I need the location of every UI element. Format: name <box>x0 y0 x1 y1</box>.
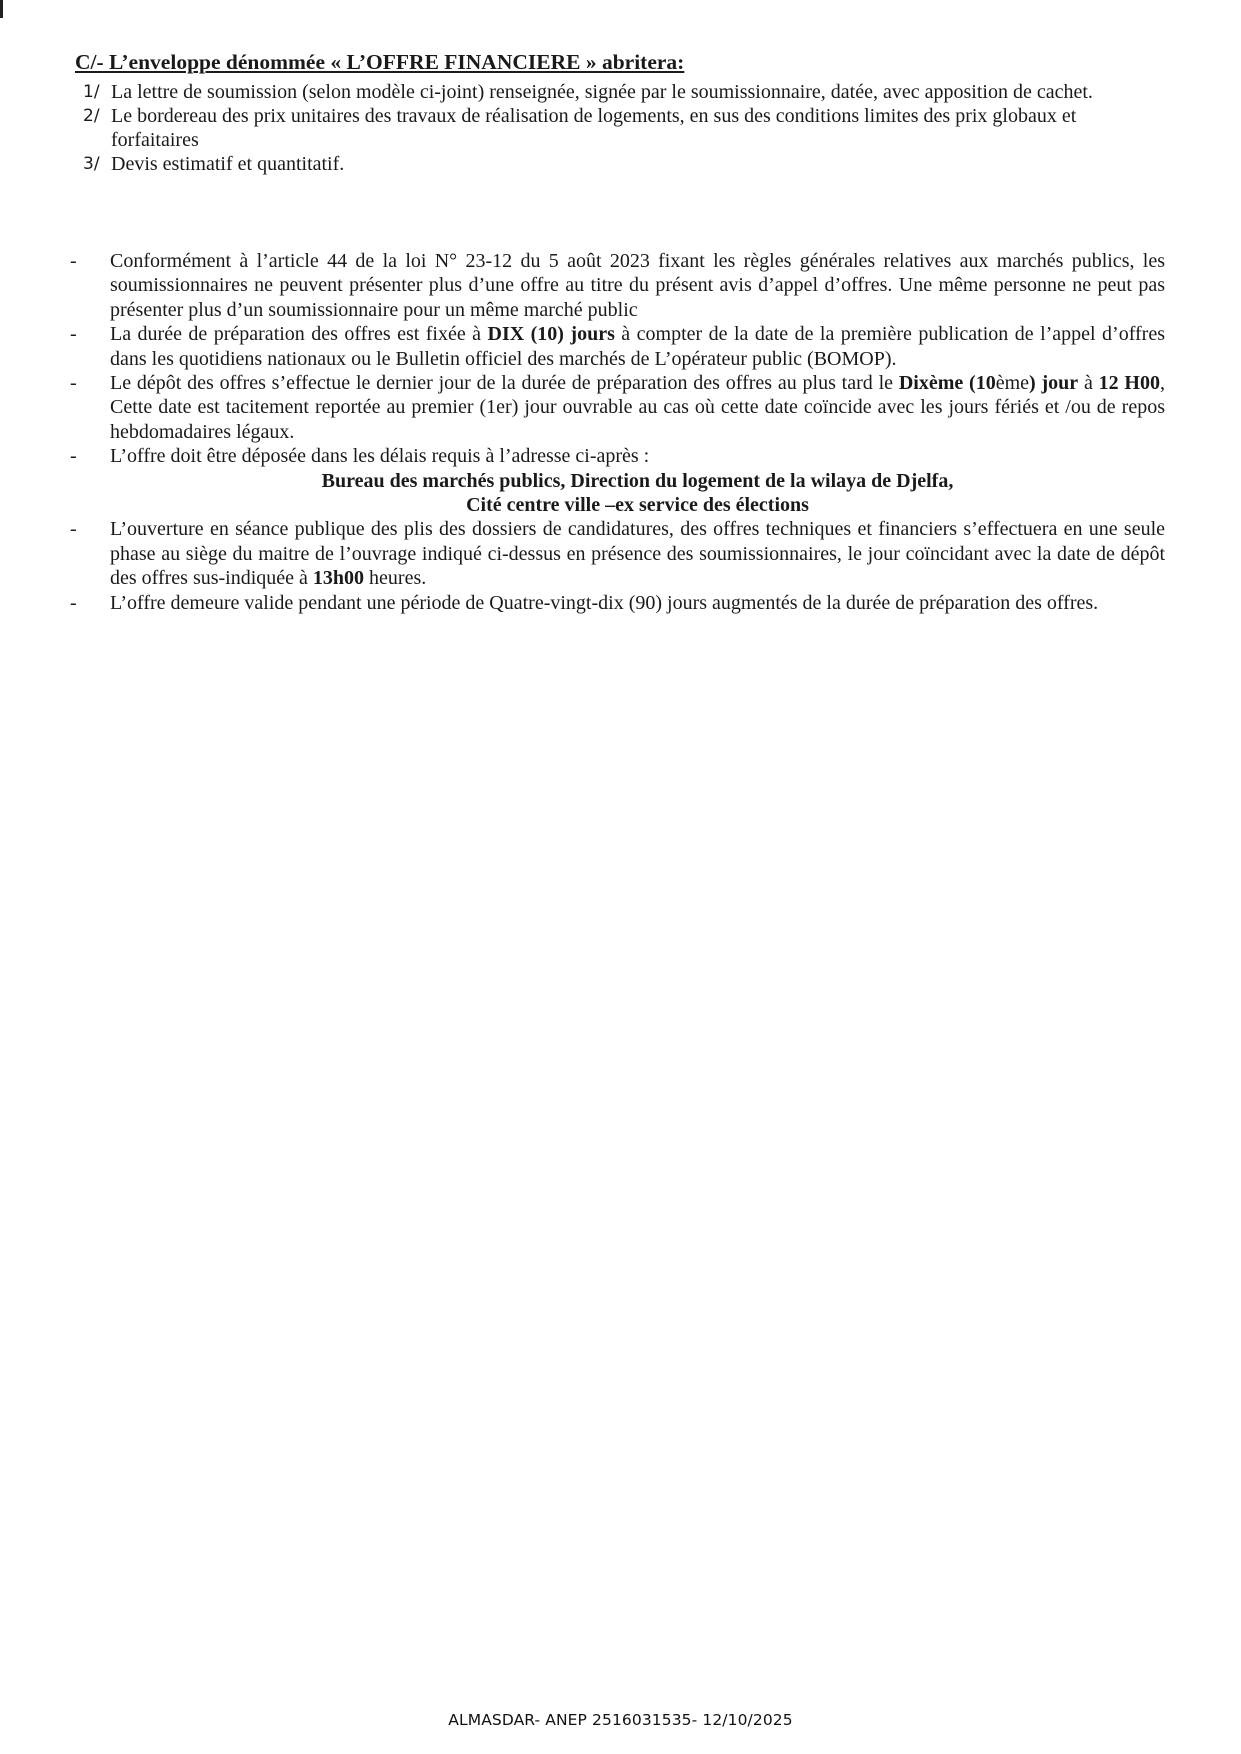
bullet-dash: - <box>70 445 77 468</box>
text-run: heures. <box>364 567 427 590</box>
bullet-item-deposit-deadline <box>70 371 1165 444</box>
bullet-text <box>110 518 1165 589</box>
bullet-item-legal-basis <box>70 249 1165 322</box>
bullet-dash: - <box>70 591 77 614</box>
text-run: Le dépôt des offres s’effectue le dernier jour de la durée de préparation des offres au plus tard le <box>110 372 899 395</box>
bullet-text: L’offre demeure valide pendant une période de Quatre-vingt-dix (90) jours augmentés de la durée de préparation des offres. <box>110 591 1099 614</box>
bullet-item-deposit-address <box>70 444 1165 468</box>
address-line-1: Bureau des marchés publics, Direction du logement de la wilaya de Djelfa, <box>321 469 954 492</box>
text-run: ème <box>995 372 1030 395</box>
bullet-dash: - <box>70 518 77 541</box>
text-run: L’ouverture en séance publique des plis des dossiers de candidatures, des offres techniques et financiers s’effectuera en une seule phase au siège du maitre de l’ouvrage indiqué ci-dessus en présence des soumissionnaires, le jour coïncidant avec la date de dépôt des offres sus-indiquée à <box>110 518 1165 590</box>
bullet-item-preparation-duration <box>70 322 1165 371</box>
numbered-item <box>83 104 1168 152</box>
item-number: 1/ <box>83 82 100 102</box>
bullet-text <box>110 372 1165 443</box>
text-run: à <box>1078 372 1099 395</box>
bullet-dash: - <box>70 372 77 395</box>
item-text: Le bordereau des prix unitaires des travaux de réalisation de logements, en sus des conditions limites des prix globaux et forfaitaires <box>111 105 1077 151</box>
item-text: Devis estimatif et quantitatif. <box>111 153 345 175</box>
item-number: 2/ <box>83 106 100 126</box>
scan-edge-mark <box>0 0 3 18</box>
section-heading: C/- L’enveloppe dénommée « L’OFFRE FINANCIERE » abritera: <box>75 50 685 74</box>
text-run: à compter de la date de la première publication de l’appel d’offres dans les quotidiens nationaux ou le Bulletin officiel des marchés de L’opérateur public (BOMOP). <box>110 323 1165 370</box>
emphasis-day: Dixème (10 <box>898 372 996 395</box>
bullet-item-validity <box>70 591 1165 615</box>
bullet-text <box>110 323 1165 369</box>
bullet-text: L’offre doit être déposée dans les délais requis à l’adresse ci-après : <box>110 445 650 468</box>
page-footer: ALMASDAR- ANEP 2516031535- 12/10/2025 <box>448 1711 793 1729</box>
emphasis-time: 13h00 <box>312 567 365 590</box>
emphasis-duration: DIX (10) jours <box>487 323 615 346</box>
item-number: 3/ <box>83 154 100 174</box>
bullet-item-opening-session <box>70 517 1165 590</box>
bullet-dash: - <box>70 250 77 272</box>
text-run: , Cette date est tacitement reportée au premier (1er) jour ouvrable au cas où cette date coïncide avec les jours fériés et /ou de repos hebdomadaires légaux. <box>110 372 1165 443</box>
numbered-item <box>83 80 1168 104</box>
numbered-list <box>83 80 1168 176</box>
bullet-list <box>70 249 1165 615</box>
bullet-dash: - <box>70 323 77 346</box>
emphasis-time: 12 H00 <box>1098 372 1160 395</box>
bullet-text: Conformément à l’article 44 de la loi N° 23-12 du 5 août 2023 fixant les règles générales relatives aux marchés publics, les soumissionnaires ne peuvent présenter plus d’une offre au titre du présent avis d’appel d’offres. Une même personne ne peut pas présenter plus d’un soumissionnaire pour un même marché public <box>110 250 1165 321</box>
item-text: La lettre de soumission (selon modèle ci-joint) renseignée, signée par le soumissionnaire, datée, avec apposition de cachet. <box>111 81 1093 103</box>
emphasis-day: ) jour <box>1029 372 1079 395</box>
address-line-2: Cité centre ville –ex service des élections <box>466 494 809 517</box>
numbered-item <box>83 152 1168 176</box>
text-run: La durée de préparation des offres est fixée à <box>110 323 488 346</box>
